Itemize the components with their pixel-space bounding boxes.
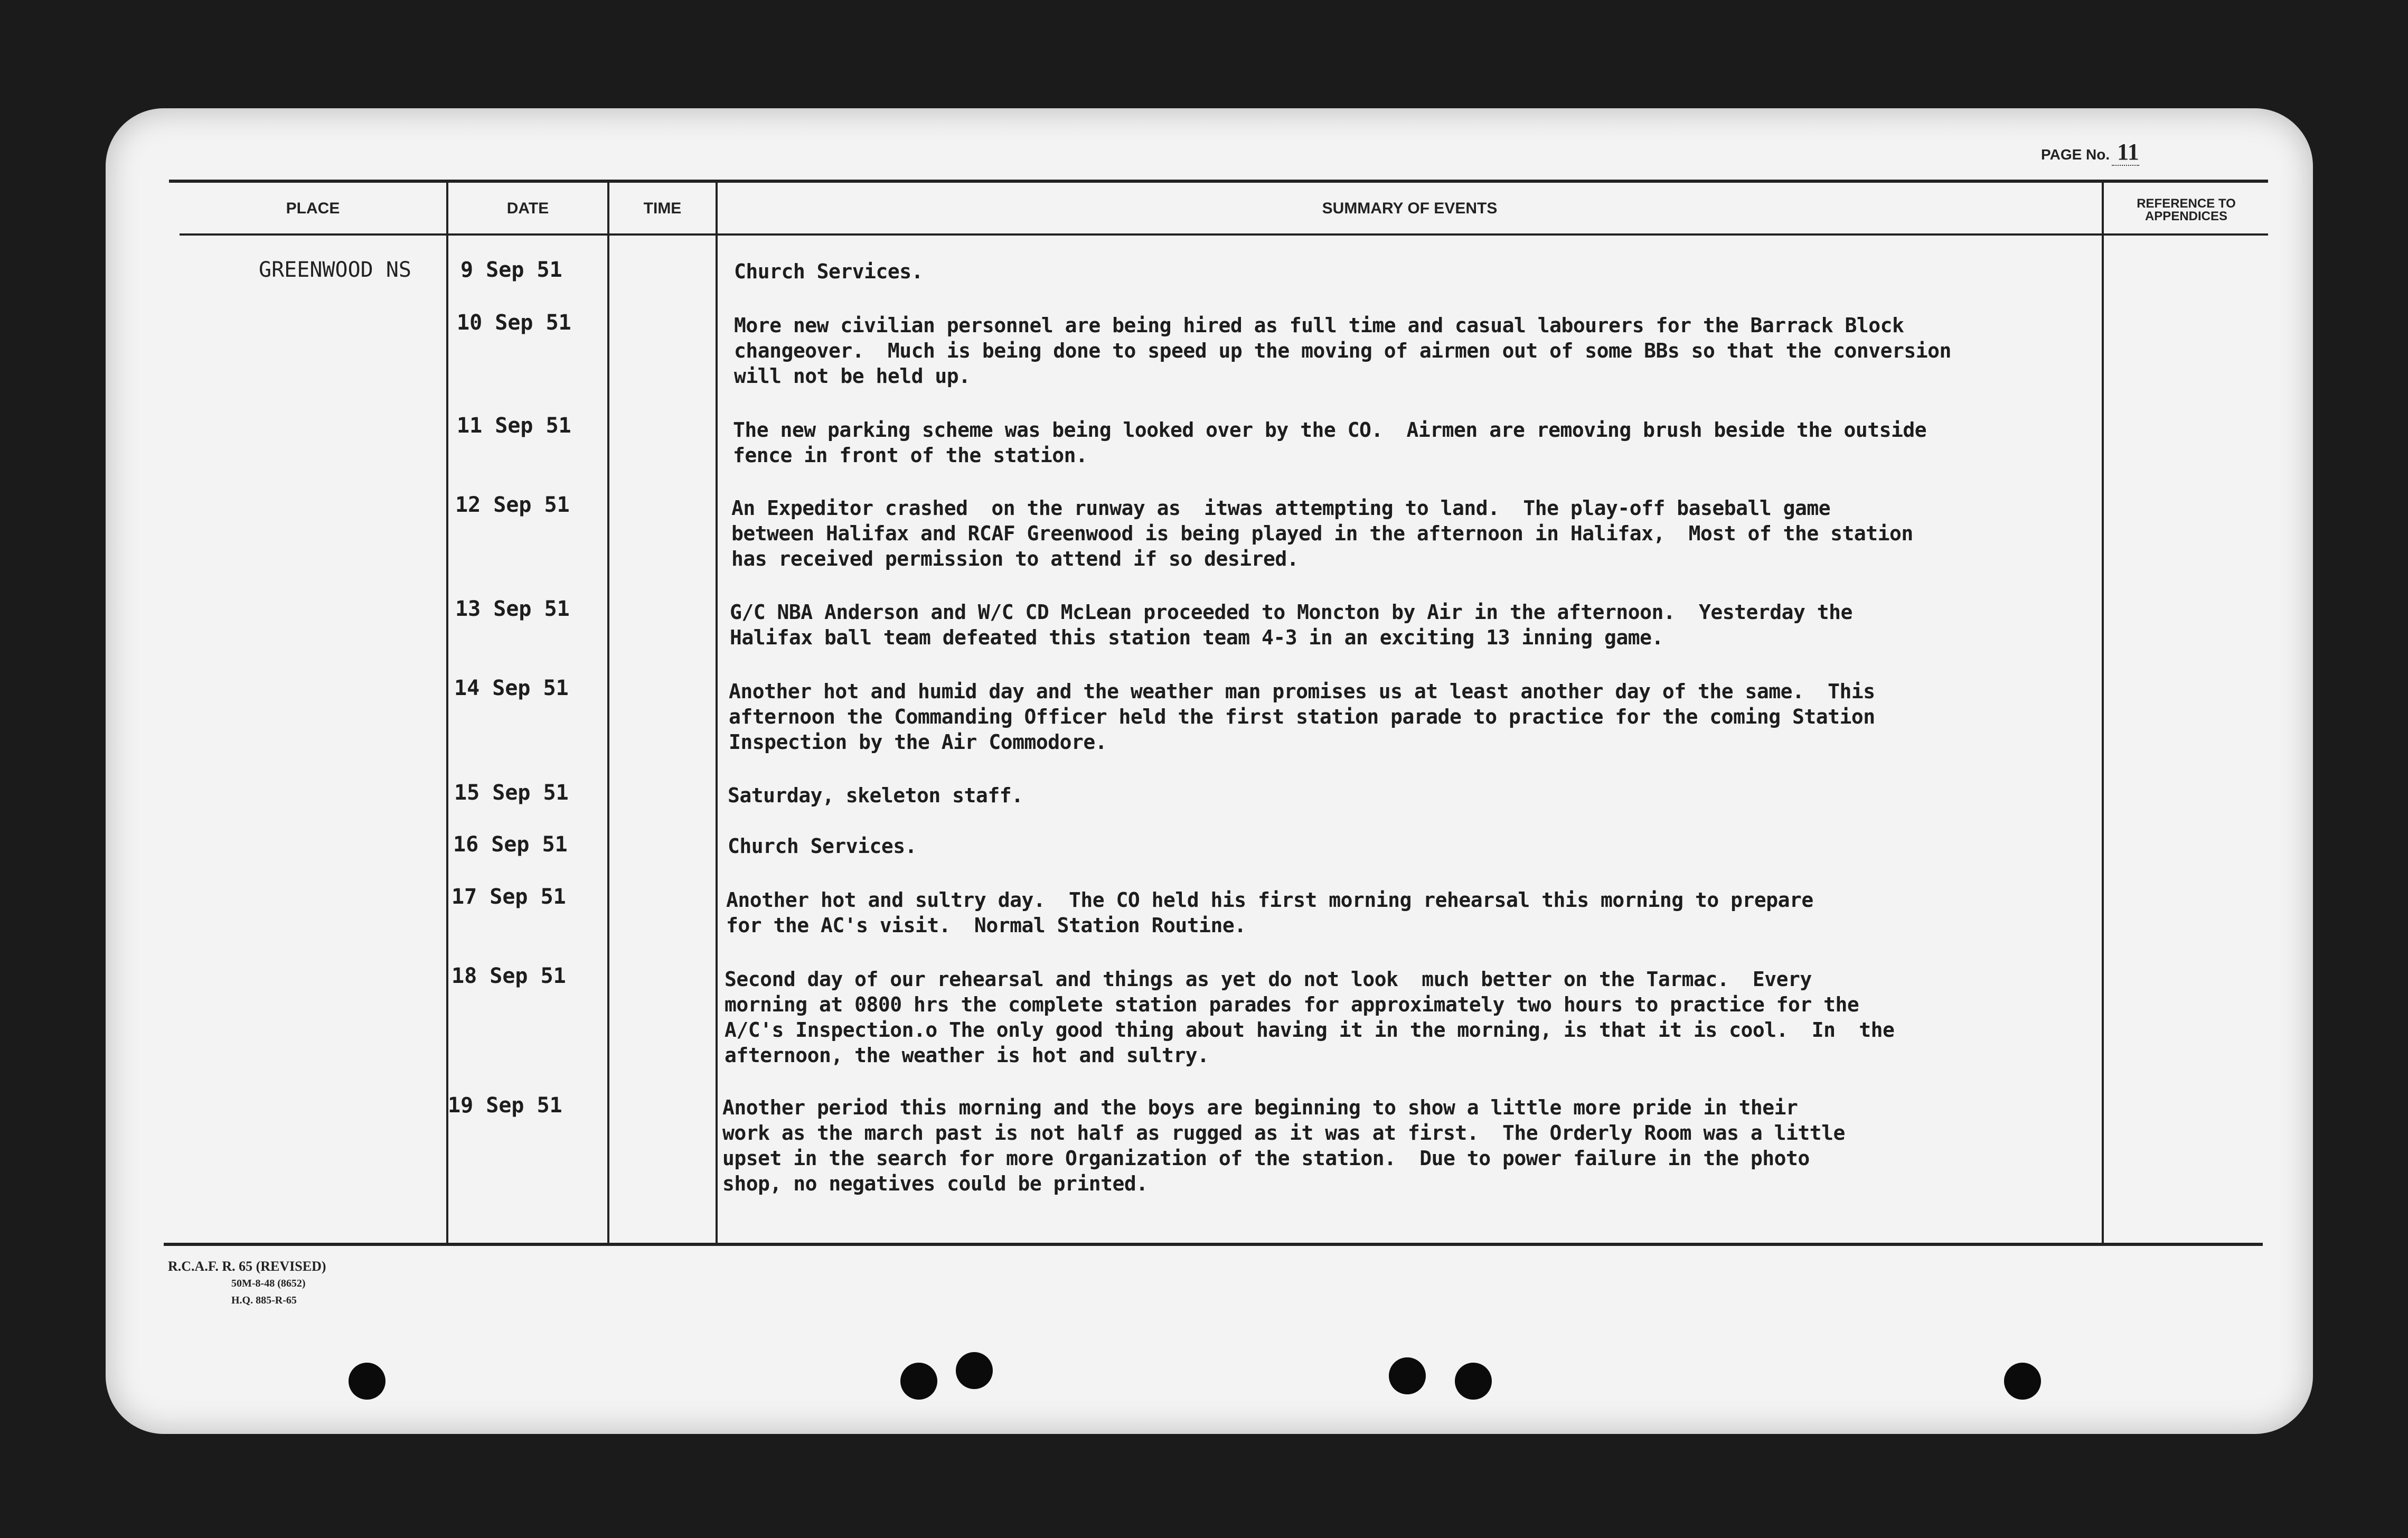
- page-number-label: PAGE No. 11: [2041, 139, 2139, 165]
- column-header-summary: SUMMARY OF EVENTS: [1322, 200, 1498, 217]
- column-header-date: DATE: [506, 200, 549, 217]
- column-header-place: PLACE: [286, 200, 340, 217]
- column-divider: [2102, 182, 2104, 1244]
- entry-date: 15 Sep 51: [454, 781, 569, 805]
- entry-summary: An Expeditor crashed on the runway as itwas attempting to land. The play-off baseball game between Halifax and RCAF Greenwood is being played in the afternoon in Halifax, Most of the station has received permission to attend if so desired.: [731, 496, 1913, 570]
- punch-hole: [1389, 1357, 1426, 1394]
- entry-date: 13 Sep 51: [455, 597, 570, 621]
- column-header-reference: REFERENCE TO APPENDICES: [2137, 196, 2236, 223]
- entry-summary: Another hot and humid day and the weather man promises us at least another day of the same. This afternoon the Commanding Officer held the first station parade to practice for the coming Station Inspection by the Air Commodore.: [729, 680, 1875, 754]
- entry-summary: Church Services.: [728, 834, 917, 858]
- form-number: R.C.A.F. R. 65 (REVISED): [168, 1259, 326, 1274]
- entry-summary: The new parking scheme was being looked over by the CO. Airmen are removing brush beside the outside fence in front of the station.: [733, 418, 1927, 467]
- entry-summary: Second day of our rehearsal and things as yet do not look much better on the Tarmac. Every morning at 0800 hrs the complete station parades for approximately two hours to practice for the A/C's Inspection.o The only good thing about having it in the morning, is that it is cool. In the afternoon, the weather is hot and sultry.: [725, 968, 1895, 1067]
- entry-summary: Saturday, skeleton staff.: [728, 784, 1023, 807]
- header-top-rule: [169, 180, 2268, 183]
- column-divider: [716, 182, 718, 1244]
- table-bottom-rule: [164, 1243, 2263, 1246]
- page-number: 11: [2112, 139, 2139, 166]
- entry-date: 10 Sep 51: [457, 311, 571, 335]
- place-cell: GREENWOOD NS: [259, 258, 411, 282]
- entry-date: 14 Sep 51: [454, 676, 569, 700]
- entry-date: 17 Sep 51: [452, 885, 566, 909]
- entry-summary: Another period this morning and the boys are beginning to show a little more pride in their work as the march past is not half as rugged as it was at first. The Orderly Room was a little upset in the search for more Organization of the station. Due to power failure in the photo shop, no negatives could be printed.: [722, 1096, 1845, 1195]
- entry-summary: More new civilian personnel are being hired as full time and casual labourers for the Barrack Block changeover. Much is being done to speed up the moving of airmen out of some BBs so that the conversion will not be held up.: [734, 314, 1951, 388]
- column-divider: [446, 182, 448, 1244]
- punch-hole: [2004, 1363, 2041, 1400]
- form-card: [106, 108, 2313, 1434]
- column-header-time: TIME: [643, 200, 682, 217]
- entry-date: 12 Sep 51: [455, 493, 570, 517]
- column-divider: [607, 182, 609, 1244]
- punch-hole: [349, 1363, 385, 1400]
- entry-date: 18 Sep 51: [452, 964, 566, 988]
- entry-summary: Another hot and sultry day. The CO held his first morning rehearsal this morning to prepare for the AC's visit. Normal Station Routine.: [726, 888, 1813, 937]
- punch-hole: [900, 1363, 937, 1400]
- punch-hole: [956, 1352, 993, 1389]
- form-footer: [168, 1258, 326, 1309]
- form-print-code: 50M-8-48 (8652): [231, 1278, 306, 1289]
- header-bottom-rule: [180, 233, 2268, 236]
- entry-date: 11 Sep 51: [457, 414, 571, 438]
- entry-summary: G/C NBA Anderson and W/C CD McLean proceeded to Moncton by Air in the afternoon. Yesterday the Halifax ball team defeated this station team 4-3 in an exciting 13 inning game.: [730, 601, 1852, 649]
- punch-hole: [1455, 1363, 1492, 1400]
- form-hq-code: H.Q. 885-R-65: [231, 1295, 297, 1306]
- entry-date: 16 Sep 51: [453, 832, 568, 857]
- entry-date: 9 Sep 51: [460, 258, 562, 282]
- entry-date: 19 Sep 51: [448, 1093, 562, 1118]
- entry-summary: Church Services.: [734, 260, 924, 283]
